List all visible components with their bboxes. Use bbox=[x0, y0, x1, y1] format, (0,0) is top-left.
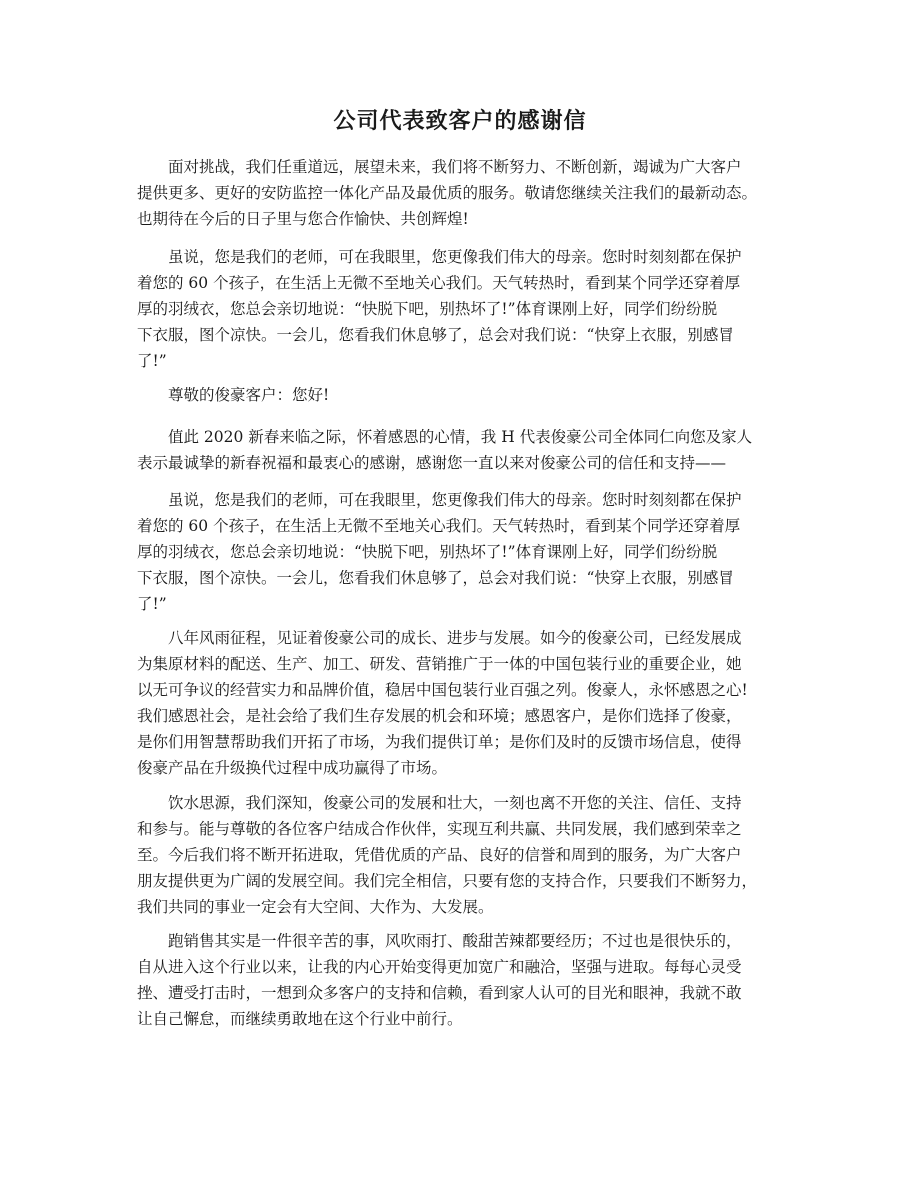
paragraph bbox=[137, 487, 807, 617]
salutation bbox=[137, 382, 807, 408]
paragraph-line: 让自己懈怠，而继续勇敢地在这个行业中前行。 bbox=[137, 1010, 463, 1028]
paragraph bbox=[137, 790, 807, 920]
paragraph-line: 虽说，您是我们的老师，可在我眼里，您更像我们伟大的母亲。您时时刻刻都在保护 bbox=[168, 248, 742, 266]
document-title: 公司代表致客户的感谢信 bbox=[333, 108, 587, 134]
paragraph-line: 也期待在今后的日子里与您合作愉快、共创辉煌! bbox=[137, 210, 469, 228]
paragraph bbox=[137, 154, 807, 232]
paragraph-line: 我们共同的事业一定会有大空间、大作为、大发展。 bbox=[137, 898, 494, 916]
paragraph-line: 值此 2020 新春来临之际，怀着感恩的心情，我 H 代表俊豪公司全体同仁向您及家人 bbox=[168, 428, 753, 446]
paragraph-line: 提供更多、更好的安防监控一体化产品及最优质的服务。敬请您继续关注我们的最新动态。 bbox=[137, 184, 758, 202]
paragraph-line: 下衣服，图个凉快。一会儿，您看我们休息够了，总会对我们说：“快穿上衣服，别感冒 bbox=[137, 569, 734, 587]
salutation-line: 尊敬的俊豪客户：您好! bbox=[168, 386, 330, 404]
paragraph-line: 厚的羽绒衣，您总会亲切地说：“快脱下吧，别热坏了!”体育课刚上好，同学们纷纷脱 bbox=[137, 300, 718, 318]
paragraph bbox=[137, 928, 807, 1032]
paragraph-line: 厚的羽绒衣，您总会亲切地说：“快脱下吧，别热坏了!”体育课刚上好，同学们纷纷脱 bbox=[137, 543, 718, 561]
paragraph-line: 跑销售其实是一件很辛苦的事，风吹雨打、酸甜苦辣都要经历；不过也是很快乐的， bbox=[168, 932, 742, 950]
paragraph-line: 为集原材料的配送、生产、加工、研发、营销推广于一体的中国包装行业的重要企业，她 bbox=[137, 655, 742, 673]
paragraph bbox=[137, 424, 807, 476]
paragraph-line: 自从进入这个行业以来，让我的内心开始变得更加宽广和融洽，坚强与进取。每每心灵受 bbox=[137, 958, 742, 976]
paragraph-line: 下衣服，图个凉快。一会儿，您看我们休息够了，总会对我们说：“快穿上衣服，别感冒 bbox=[137, 326, 734, 344]
paragraph-line: 着您的 60 个孩子，在生活上无微不至地关心我们。天气转热时，看到某个同学还穿着厚 bbox=[137, 517, 741, 535]
paragraph-line: 我们感恩社会，是社会给了我们生存发展的机会和环境；感恩客户，是你们选择了俊豪， bbox=[137, 707, 742, 725]
paragraph-line: 了!” bbox=[137, 352, 167, 370]
paragraph-line: 以无可争议的经营实力和品牌价值，稳居中国包装行业百强之列。俊豪人，永怀感恩之心! bbox=[137, 681, 748, 699]
paragraph-line: 饮水思源，我们深知，俊豪公司的发展和壮大，一刻也离不开您的关注、信任、支持 bbox=[168, 794, 742, 812]
paragraph-line: 着您的 60 个孩子，在生活上无微不至地关心我们。天气转热时，看到某个同学还穿着厚 bbox=[137, 274, 741, 292]
paragraph-line: 俊豪产品在升级换代过程中成功赢得了市场。 bbox=[137, 759, 448, 777]
paragraph-line: 了!” bbox=[137, 595, 167, 613]
paragraph bbox=[137, 244, 807, 374]
paragraph-line: 虽说，您是我们的老师，可在我眼里，您更像我们伟大的母亲。您时时刻刻都在保护 bbox=[168, 491, 742, 509]
paragraph-line: 至。今后我们将不断开拓进取，凭借优质的产品、良好的信誉和周到的服务，为广大客户 bbox=[137, 846, 742, 864]
paragraph-line: 面对挑战，我们任重道远，展望未来，我们将不断努力、不断创新，竭诚为广大客户 bbox=[168, 158, 742, 176]
paragraph-line: 朋友提供更为广阔的发展空间。我们完全相信，只要有您的支持合作，只要我们不断努力， bbox=[137, 872, 758, 890]
paragraph bbox=[137, 625, 807, 781]
paragraph-line: 八年风雨征程，见证着俊豪公司的成长、进步与发展。如今的俊豪公司，已经发展成 bbox=[168, 629, 742, 647]
paragraph-line: 和参与。能与尊敬的各位客户结成合作伙伴，实现互利共赢、共同发展，我们感到荣幸之 bbox=[137, 820, 742, 838]
paragraph-line: 表示最诚挚的新春祝福和最衷心的感谢，感谢您一直以来对俊豪公司的信任和支持—— bbox=[137, 454, 727, 472]
paragraph-line: 挫、遭受打击时，一想到众多客户的支持和信赖，看到家人认可的目光和眼神，我就不敢 bbox=[137, 984, 742, 1002]
paragraph-line: 是你们用智慧帮助我们开拓了市场，为我们提供订单；是你们及时的反馈市场信息，使得 bbox=[137, 733, 742, 751]
